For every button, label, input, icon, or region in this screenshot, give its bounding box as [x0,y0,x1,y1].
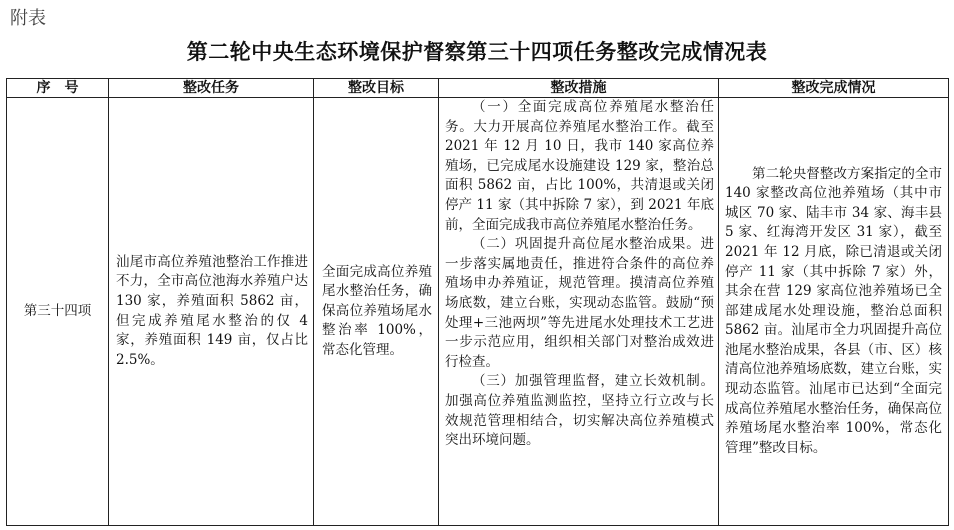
table-row [7,98,949,526]
cell-status [719,98,949,526]
cell-seq: 第三十四项 [7,98,109,526]
measure-paragraph-2: （二）巩固提升高位尾水整治成果。进一步落实属地责任，推进符合条件的高位养殖场申办养殖证，规范管理。摸清高位养殖场底数，建立台账，实现动态监管。鼓励“预处理+三池两坝”等先进尾水处理技术工艺进一步示范应用，组织相关部门对整治成效进行检查。 [445,236,714,370]
column-header-goal: 整改目标 [314,79,439,98]
status-paragraph: 第二轮央督整改方案指定的全市 140 家整改高位池养殖场（其中市城区 70 家、陆丰市 34 家、海丰县 5 家、红海湾开发区 31 家），截至 2021 年 12 月底，除已清退或关闭停产 11 家（其中拆除 7 家）外，其余在营 129 家高位池养殖场已全部建成尾水处理设施，整治总面积 5862 亩。汕尾市全力巩固提升高位池尾水整治成果，各县（市、区）核清高位池养殖场底数，建立台账，实现动态监管。汕尾市已达到“全面完成高位养殖尾水整治任务，确保高位养殖场尾水整治率 100%，常态化管理”整改目标。 [725,165,942,456]
column-header-measures: 整改措施 [439,79,719,98]
table-header-row [7,79,949,98]
measure-paragraph-3: （三）加强管理监督，建立长效机制。加强高位养殖监测监控，坚持立行立改与长效规范管理相结合，切实解决高位养殖模式突出环境问题。 [445,373,714,449]
column-header-status: 整改完成情况 [719,79,949,98]
cell-task: 汕尾市高位养殖池整治工作推进不力，全市高位池海水养殖户达 130 家，养殖面积 5862 亩，但完成养殖尾水整治的仅 4 家，养殖面积 149 亩，仅占比 2.5%。 [109,98,314,526]
cell-goal: 全面完成高位养殖尾水整治任务，确保高位养殖场尾水整治率 100%，常态化管理。 [314,98,439,526]
measure-paragraph-1: （一）全面完成高位养殖尾水整治任务。大力开展高位养殖尾水整治工作。截至 2021 年 12 月 10 日，我市 140 家高位养殖场，已完成尾水设施建设 129 家，整治总面积 5862 亩，占比 100%，共清退或关闭停产 11 家（其中拆除 7 家），到 2021 年底前，全面完成我市高位养殖尾水整治任务。 [445,99,714,233]
rectification-table [6,78,949,526]
column-header-task: 整改任务 [109,79,314,98]
page-title: 第二轮中央生态环境保护督察第三十四项任务整改完成情况表 [186,40,768,64]
cell-measures [439,98,719,526]
column-header-seq: 序 号 [7,79,109,98]
attachment-label: 附表 [10,8,46,29]
